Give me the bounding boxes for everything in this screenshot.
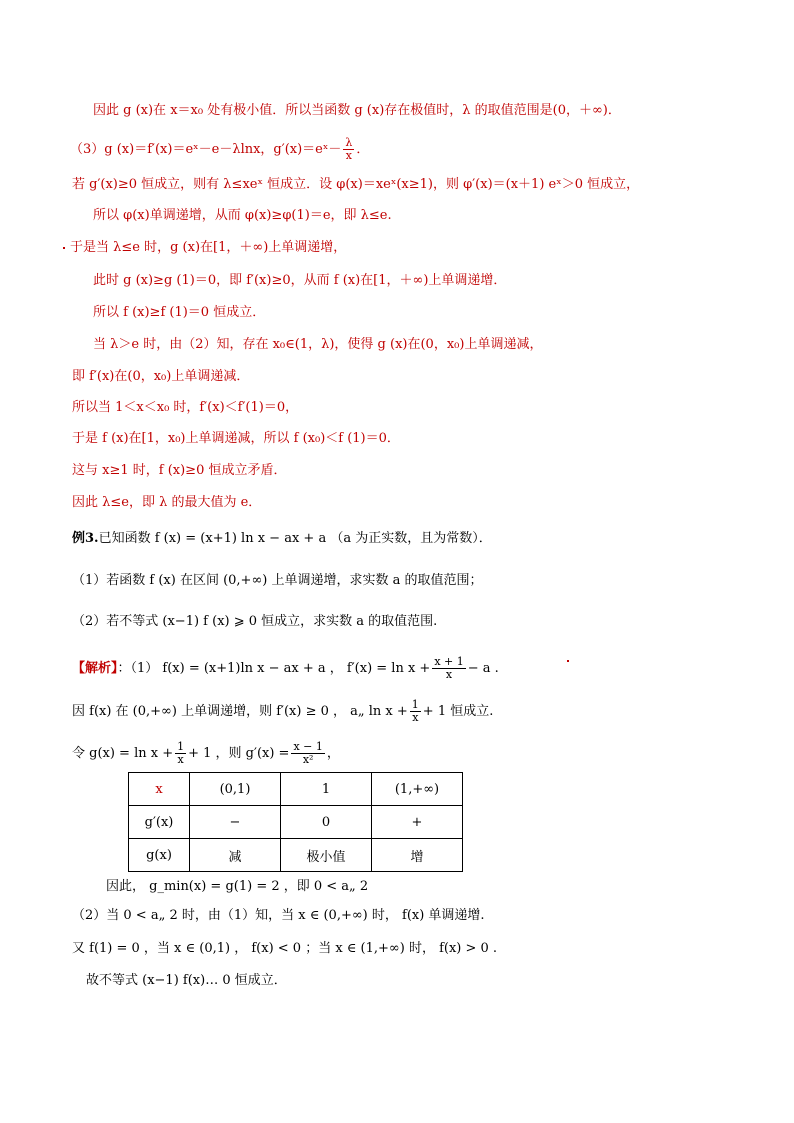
fraction-numerator: λ (345, 136, 353, 149)
text-line-6: 此时 g (x)≥g (1)＝0，即 f′(x)≥0，从而 f (x)在[1，＋∞)上单调递增． (93, 273, 507, 288)
because-text-a: 因 f(x) 在 (0,+∞) 上单调递增，则 f′(x) ≥ 0 ， a„ ln x + (72, 704, 408, 719)
fraction-denominator: x (412, 711, 419, 724)
text-line-11: 于是 f (x)在[1，x₀)上单调递减，所以 f (x₀)＜f (1)＝0． (72, 431, 400, 446)
text-line-10: 所以当 1＜x＜x₀ 时，f′(x)＜f′(1)＝0， (72, 400, 299, 415)
text-line-3: 若 g′(x)≥0 恒成立，则有 λ≤xeˣ 恒成立．设 φ(x)＝xeˣ(x≥1)，则 φ′(x)＝(x＋1) eˣ＞0 恒成立， (72, 177, 640, 192)
stray-mark (567, 660, 569, 662)
fraction-1-over-x (410, 699, 421, 724)
solution-line-3 (72, 741, 340, 766)
fraction-lambda-over-x (343, 137, 354, 162)
table-row-x (129, 773, 463, 806)
solution-line-2 (72, 699, 493, 724)
table-cell: (1,+∞) (372, 773, 463, 806)
because-text-b: + 1 恒成立. (422, 704, 494, 719)
text-line-2-b: ． (356, 142, 370, 157)
question-2: （2）若不等式 (x−1) f (x) ⩾ 0 恒成立，求实数 a 的取值范围. (72, 614, 438, 629)
let-text-a: 令 g(x) = ln x + (72, 746, 174, 761)
text-line-2 (70, 137, 369, 162)
table-cell: 增 (372, 839, 463, 872)
text-line-5: 于是当 λ≤e 时，g (x)在[1，＋∞)上单调递增， (70, 240, 347, 255)
fraction-x-plus-1-over-x (432, 656, 465, 681)
fraction-numerator: 1 (411, 698, 419, 711)
text-line-1: 因此 g (x)在 x＝x₀ 处有极小值．所以当函数 g (x)存在极值时，λ 的取值范围是(0，＋∞)． (93, 103, 621, 118)
stray-mark (63, 247, 65, 249)
solution-line-1 (72, 656, 499, 681)
fraction-numerator: x − 1 (293, 740, 323, 753)
text-line-7: 所以 f (x)≥f (1)＝0 恒成立． (93, 305, 266, 320)
fraction-denominator: x (345, 149, 352, 162)
sign-table (128, 772, 463, 872)
question-1: （1）若函数 f (x) 在区间 (0,+∞) 上单调递增，求实数 a 的取值范围； (72, 573, 483, 588)
solution-line-part2-b: 又 f(1) = 0 ，当 x ∈ (0,1) ， f(x) < 0 ；当 x ∈ (1,+∞) 时， f(x) > 0 . (72, 941, 498, 956)
fraction-numerator: x + 1 (434, 655, 464, 668)
text-line-9: 即 f′(x)在(0，x₀)上单调递减． (72, 369, 250, 384)
solution-text-a: ：（1） f(x) = (x+1)ln x − ax + a ， f′(x) = ln x + (117, 661, 431, 676)
text-line-12: 这与 x≥1 时，f (x)≥0 恒成立矛盾． (72, 463, 287, 478)
let-text-b: + 1 ，则 g′(x) = (188, 746, 290, 761)
let-text-c: ， (326, 746, 340, 761)
fraction-denominator: x (445, 668, 453, 681)
solution-line-part2-a: （2）当 0 < a„ 2 时，由（1）知，当 x ∈ (0,+∞) 时， f(x) 单调递增. (72, 908, 485, 923)
fraction-denominator: x (177, 753, 184, 766)
solution-label: 【解析】 (72, 661, 118, 676)
table-cell: (0,1) (190, 773, 281, 806)
table-cell: 极小值 (281, 839, 372, 872)
table-cell: + (372, 806, 463, 839)
table-cell: 0 (281, 806, 372, 839)
table-row-derivative (129, 806, 463, 839)
solution-line-part2-c: 故不等式 (x−1) f(x)… 0 恒成立． (86, 973, 287, 988)
text-line-8: 当 λ＞e 时，由（2）知，存在 x₀∈(1，λ)，使得 g (x)在(0，x₀)上单调递减， (93, 337, 543, 352)
table-row-function (129, 839, 463, 872)
example-label: 例3. (72, 531, 99, 546)
table-cell: − (190, 806, 281, 839)
fraction-x-minus-1-over-x-squared (291, 741, 324, 766)
table-cell: 1 (281, 773, 372, 806)
text-line-2-a: （3）g (x)＝f′(x)＝eˣ－e－λlnx，g′(x)＝eˣ－ (70, 142, 342, 157)
fraction-denominator: x² (302, 753, 314, 766)
table-cell: 减 (190, 839, 281, 872)
table-cell: x (129, 773, 190, 806)
example-heading (72, 530, 492, 548)
table-cell: g(x) (129, 839, 190, 872)
table-cell: g′(x) (129, 806, 190, 839)
fraction-numerator: 1 (177, 740, 185, 753)
text-line-13: 因此 λ≤e，即 λ 的最大值为 e． (72, 495, 262, 510)
fraction-1-over-x (175, 741, 186, 766)
example-text: 已知函数 f (x) = (x+1) ln x − ax + a （a 为正实数，且为常数）． (98, 531, 492, 546)
solution-line-hence: 因此， g_min(x) = g(1) = 2 ，即 0 < a„ 2 (106, 879, 369, 894)
text-line-4: 所以 φ(x)单调递增，从而 φ(x)≥φ(1)＝e，即 λ≤e. (93, 208, 392, 223)
solution-text-b: − a . (467, 661, 499, 676)
